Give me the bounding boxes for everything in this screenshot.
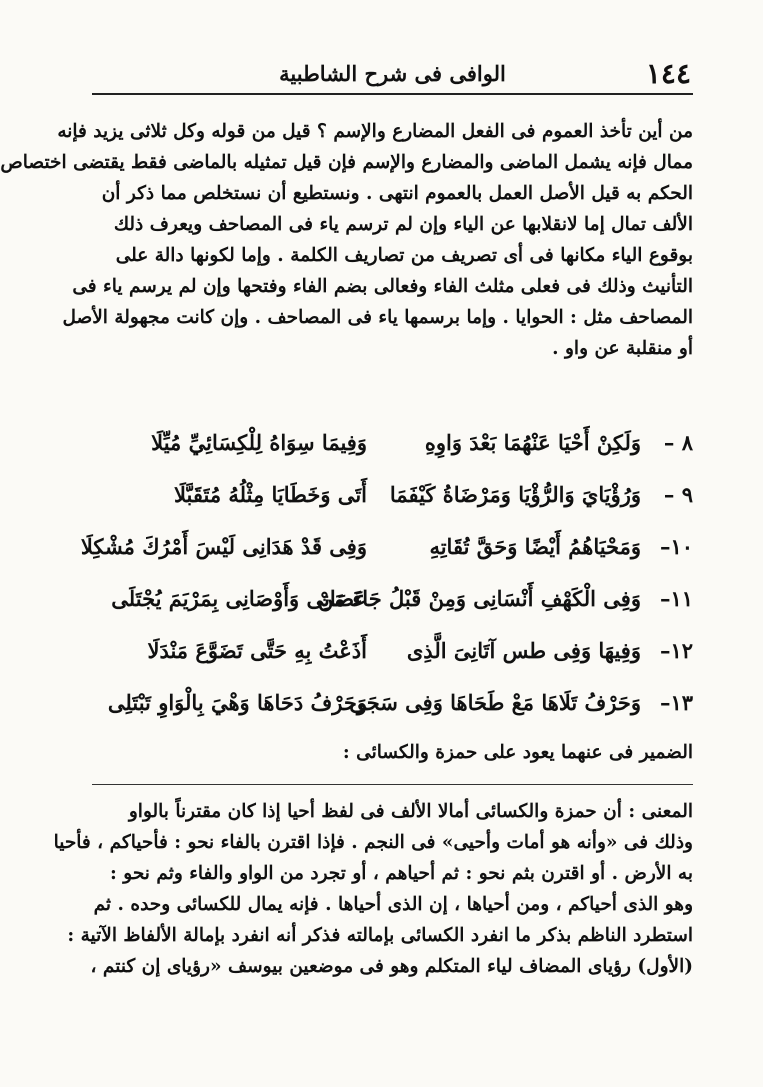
verse-second-hemistich: عَصَانِى وَأَوْصَانِى بِمَرْيَمَ يُجْتَلَى [111,586,367,611]
text-line: الحكم به قيل الأصل العمل بالعموم انتهى . ونستطيع أن نستخلص مما ذكر أن [101,183,693,204]
text-line: أو منقلبة عن واو . [552,338,693,359]
verse-number: ١١– [659,586,693,611]
verse [117,628,693,680]
verse-second-hemistich: وَفِى قَدْ هَدَانِى لَيْسَ أَمْرُكَ مُشْكِلَا [80,534,367,559]
verse-first-hemistich: وَمَحْيَاهُمُ أَيْضًا وَحَقَّ تُقَاتِهِ [429,534,641,559]
text-line: بوقوع الياء مكانها فى أى تصريف من تصاريف الكلمة . وإما لكونها دالة على [115,245,693,266]
verse-second-hemistich: أَذَعْتُ بِهِ حَتَّى تَضَوَّعَ مَنْدَلَا [147,638,367,663]
verse [117,472,693,524]
verse-number: ١٢– [659,638,693,663]
page-header [92,55,693,95]
page-number: ١٤٤ [645,57,691,90]
verse [117,420,693,472]
text-line: استطرد الناظم بذكر ما انفرد الكسائى بإمالته فذكر أنه انفرد بإمالة الألفاظ الآتية : [67,925,693,946]
section-divider [92,784,693,785]
verse-number: ١٠– [659,534,693,559]
verse-first-hemistich: وَفِى الْكَهْفِ أَنْسَانِى وَمِنْ قَبْلُ جَاءَ مَنْ [317,586,641,611]
verse-second-hemistich: وَحَرْفُ دَحَاهَا وَهْيَ بِالْوَاوِ تَبْتَلِى [107,690,367,715]
verse-number: ٩ – [663,482,693,507]
running-title: الوافى فى شرح الشاطبية [279,61,506,86]
text-line: به الأرض . أو اقترن بثم نحو : ثم أحياهم ، أو تجرد من الواو والفاء وثم نحو : [110,863,693,884]
text-line: (الأول) رؤياى المضاف لياء المتكلم وهو فى موضعين بيوسف «رؤياى إن كنتم ، [90,956,693,977]
verse-second-hemistich: أَتَى وَخَطَايَا مِثْلُهُ مُتَقَبَّلَا [174,482,367,507]
verse [107,680,693,732]
verse-first-hemistich: وَحَرْفُ تَلَاهَا مَعْ طَحَاهَا وَفِى سَجَى [349,690,641,715]
verse-first-hemistich: وَلَكِنْ أَحْيَا عَنْهُمَا بَعْدَ وَاوِهِ [424,430,641,455]
text-line: ممال فإنه يشمل الماضى والمضارع والإسم فإن قيل تمثيله بالماضى فقط يقتضى اختصاص [0,152,693,173]
text-line: وهو الذى أحياكم ، ومن أحياها ، إن الذى أحياها . فإنه يمال للكسائى وحده . ثم [93,894,693,915]
poem-verses [80,420,693,732]
verse [111,576,693,628]
verse-first-hemistich: وَفِيهَا وَفِى طس آتَانِىَ الَّذِى [406,638,641,663]
text-line: التأنيث وذلك فى فعلى مثلث الفاء وفعالى بضم الفاء وفتحها وإن لم يرسم ياء فى [72,276,693,297]
text-line: المصاحف مثل : الحوايا . وإما برسمها ياء فى المصاحف . وإن كانت مجهولة الأصل [62,307,693,328]
text-line: وذلك فى «وأنه هو أمات وأحيى» فى النجم . فإذا اقترن بالفاء نحو : فأحياكم ، فأحيا [53,832,693,853]
verse-number: ١٣– [659,690,693,715]
paragraph-meaning [53,796,693,1046]
text-line: من أين تأخذ العموم فى الفعل المضارع والإسم ؟ قيل من قوله وكل ثلاثى يزيد فإنه [57,121,693,142]
verse-first-hemistich: وَرُؤْيَايَ وَالرُّؤْيَا وَمَرْضَاةُ كَيْفَمَا [389,482,641,507]
verse-second-hemistich: وَفِيمَا سِوَاهُ لِلْكِسَائِيِّ مُيِّلَا [151,430,367,455]
text-line: الألف تمال إما لانقلابها عن الياء وإن لم ترسم ياء فى المصاحف ويعرف ذلك [113,214,693,235]
text-line: المعنى : أن حمزة والكسائى أمالا الألف فى لفظ أحيا إذا كان مقترناً بالواو [128,801,693,822]
paragraph-intro [0,116,693,396]
verse-number: ٨ – [663,430,693,455]
pronoun-note: الضمير فى عنهما يعود على حمزة والكسائى : [342,742,693,763]
verse [80,524,693,576]
